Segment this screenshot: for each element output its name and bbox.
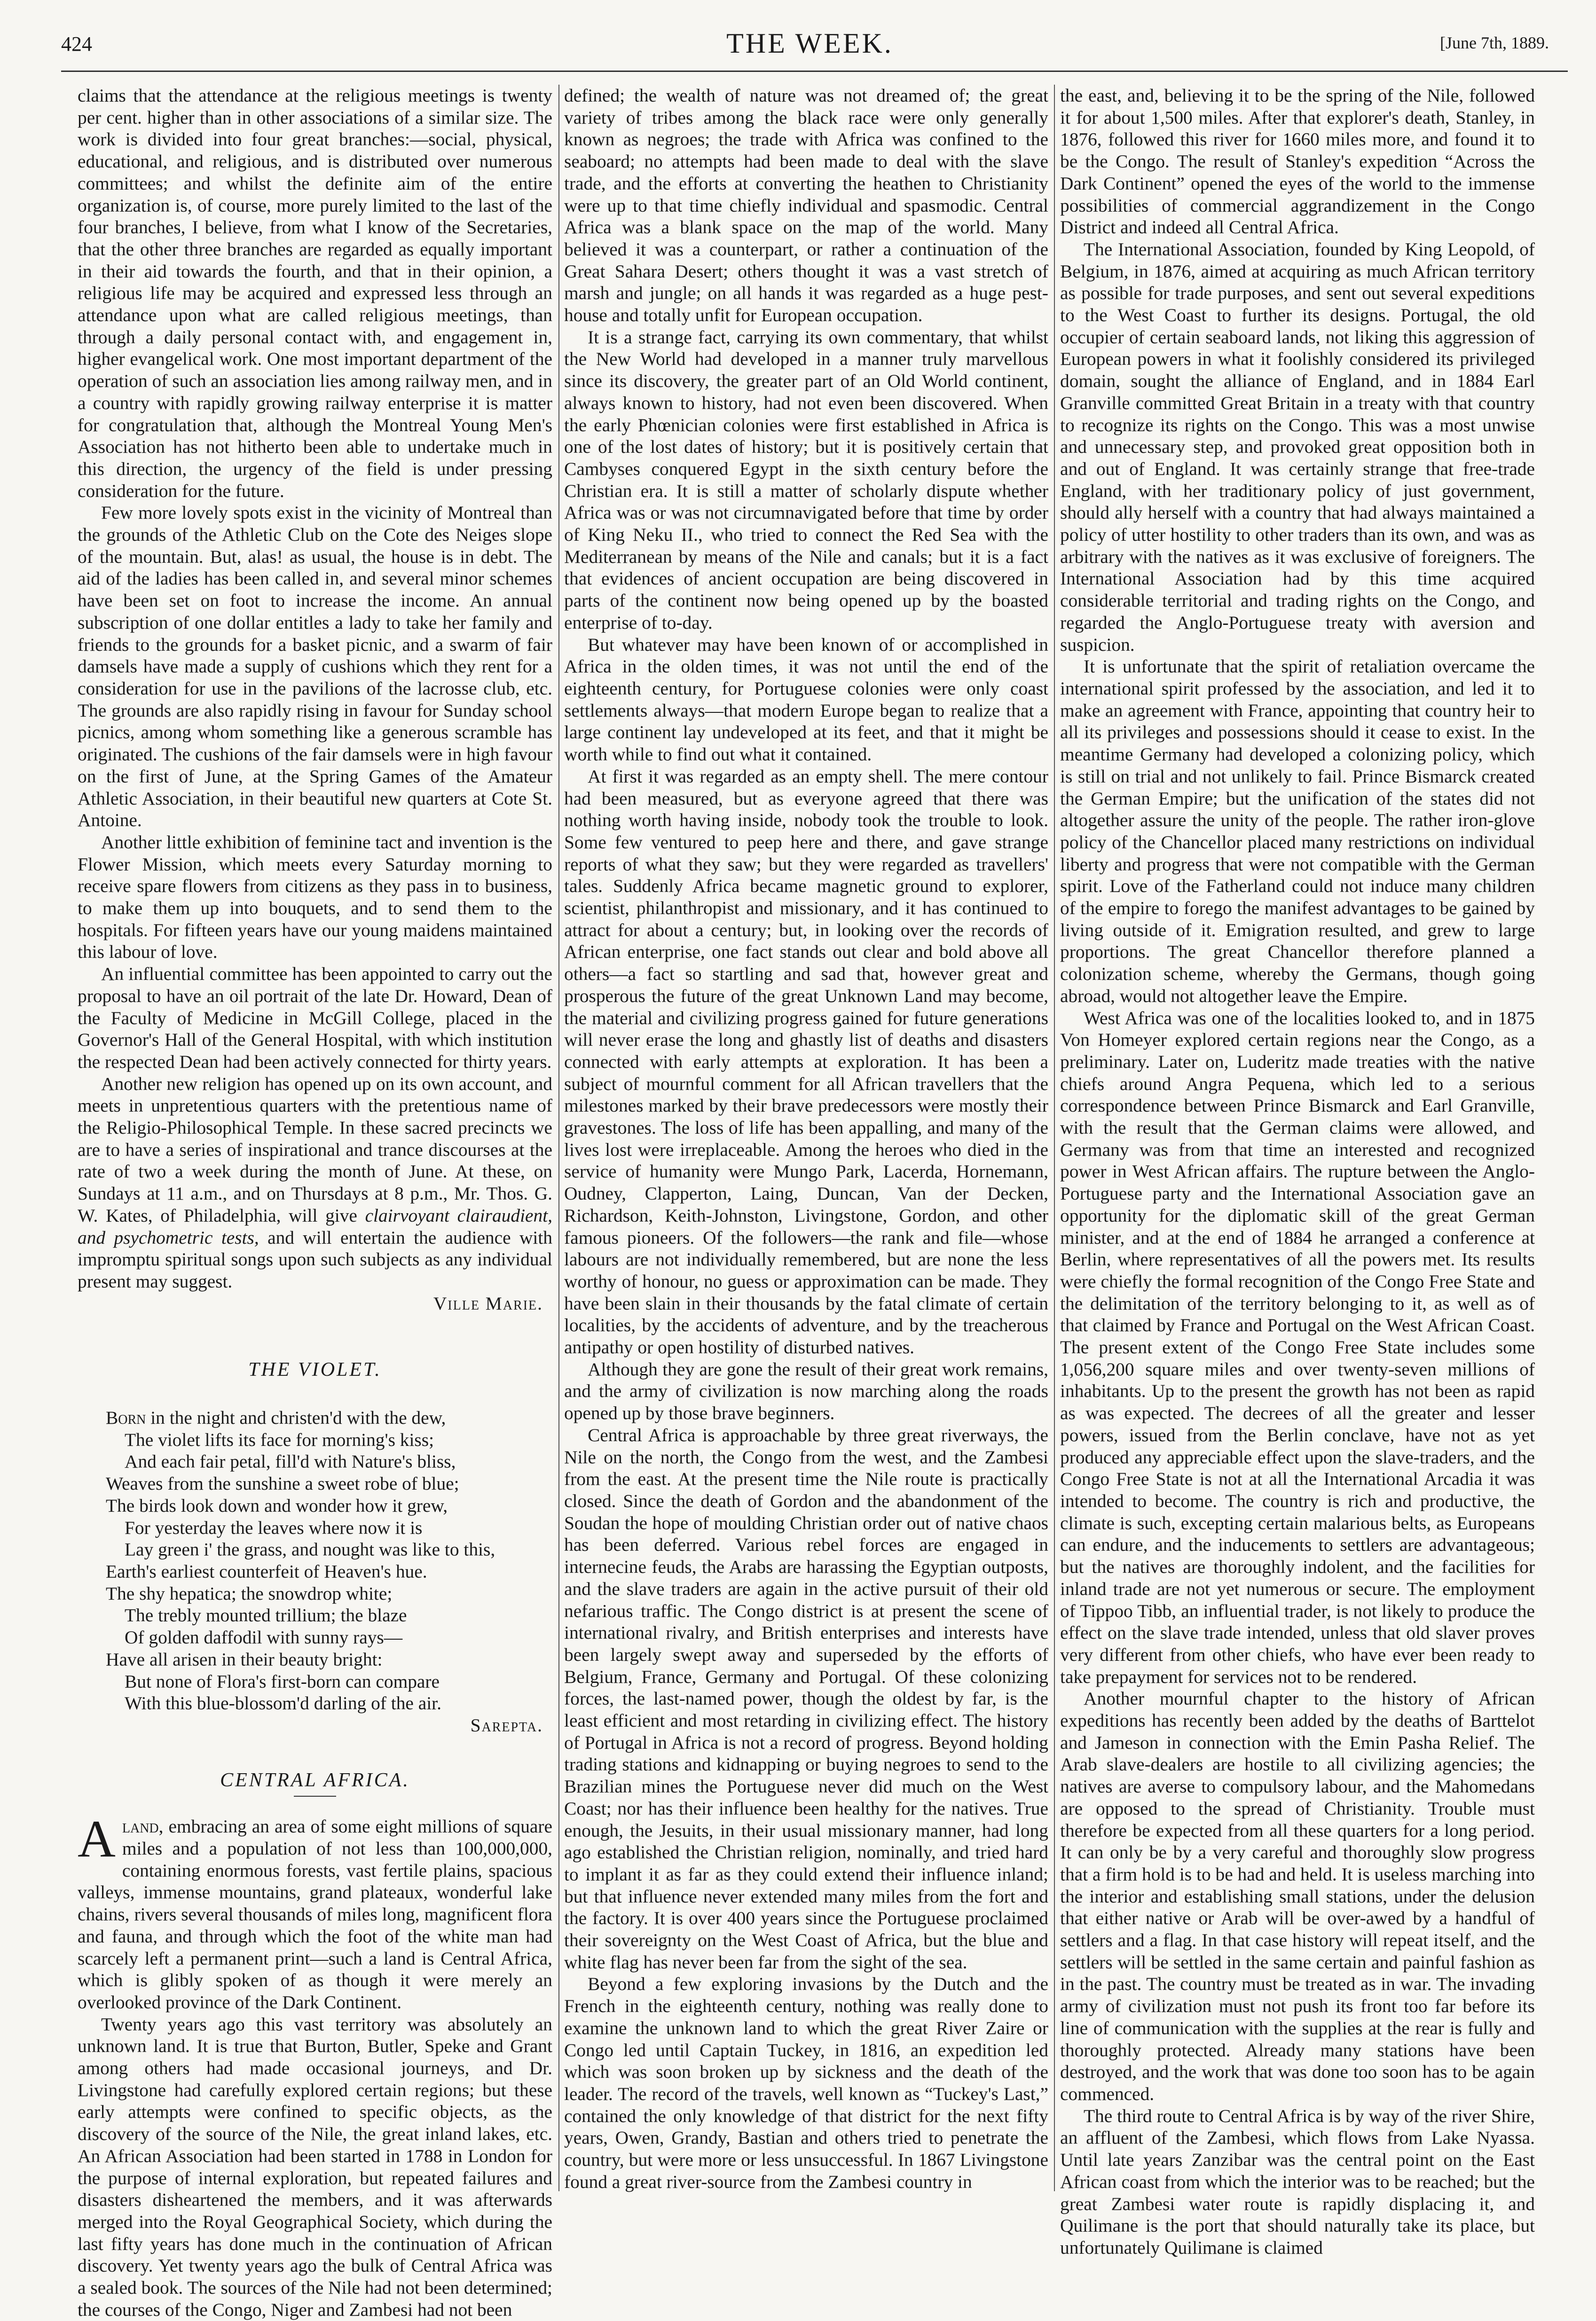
article-title: CENTRAL AFRICA.	[220, 1769, 410, 1791]
italic-text: clairvoyant clairaudient, and psychometric tests,	[78, 1205, 553, 1248]
paragraph-text: embracing an area of some eight millions of square miles and a population of not less than 100,000,000, containing enormous forests, vast fertile plains, spacious valleys, immense mountains, grand plateaux, wonderful lake chains, rivers several thousands of miles long, magnificent flora and fauna, and through which the foot of the white man had scarcely left a permanent print—such a land is Central Africa, which is glibly spoken of as though it were merely an overlooked province of the Dark Continent.	[78, 1816, 552, 2013]
page-header	[61, 19, 1558, 71]
poem-first-word: Born	[106, 1407, 146, 1429]
poem-line: With this blue-blossom'd darling of the air.	[125, 1693, 441, 1714]
poem-line: Have all arisen in their beauty bright:	[106, 1649, 383, 1670]
paragraph: At first it was regarded as an empty shell. The mere contour had been measured, but as everyone agreed that there was nothing worth having inside, nobody took the trouble to look. Some few ventured to peep here and there, and gave strange reports of what they saw; but they were regarded as travellers' tales. Suddenly Africa became magnetic ground to explorer, scientist, philanthropist and missionary, and it has continued to attract for about a century; but, in looking over the records of African enterprise, one fact stands out clear and bold above all others—a fact so startling and sad that, however great and prosperous the future of the great Unknown Land may become, the material and civilizing progress gained for future generations will never erase the long and ghastly list of deaths and disasters connected with early attempts at exploration. It has been a subject of mournful comment for all African travellers that the milestones marked by their brave predecessors were mostly their gravestones. The loss of life has been appalling, and many of the lives lost were irreplaceable. Among the heroes who died in the service of humanity were Mungo Park, Lacerda, Hornemann, Oudney, Clapperton, Laing, Duncan, Van der Decken, Richardson, Keith-Johnston, Livingstone, Gordon, and other famous pioneers. Of the followers—the rank and file—whose labours are not individually remembered, but are none the less worthy of honour, no guess or approximation can be made. They have been slain in their thousands by the fatal climate of certain localities, by the accidents of adventure, and by the treacherous antipathy or open hostility of disturbed natives.	[564, 766, 1048, 1358]
signature: Sarepta.	[470, 1714, 543, 1736]
paragraph: An influential committee has been appointed to carry out the proposal to have an oil portrait of the late Dr. Howard, Dean of the Faculty of Medicine in McGill College, placed in the Governor's Hall of the General Hospital, with which institution the respected Dean had been actively connected for thirty years.	[78, 963, 552, 1072]
paragraph-text: and will entertain the audience with impromptu spiritual songs upon such subjects as any individual present may suggest.	[78, 1227, 552, 1292]
poem-line: And each fair petal, fill'd with Nature's bliss,	[125, 1451, 456, 1472]
column-divider	[558, 85, 559, 2191]
poem	[106, 1407, 552, 1714]
paragraph: Few more lovely spots exist in the vicinity of Montreal than the grounds of the Athletic Club on the Cote des Neiges slope of the mountain. But, alas! as usual, the house is in debt. The aid of the ladies has been called in, and several minor schemes have been set on foot to increase the income. An annual subscription of one dollar entitles a lady to take her family and friends to the grounds for a basket picnic, and a swarm of fair damsels have made a supply of cushions which they rent for a consideration for use in the pavilions of the lacrosse club, etc. The grounds are also rapidly rising in favour for Sunday school picnics, among whom something like a generous scramble has originated. The cushions of the fair damsels were in high favour on the first of June, at the Spring Games of the Amateur Athletic Association, in their beautiful new quarters at Cote St. Antoine.	[78, 502, 552, 831]
poem-line: Of golden daffodil with sunny rays—	[125, 1627, 403, 1648]
poem-line: The violet lifts its face for morning's kiss;	[125, 1429, 434, 1450]
paragraph	[78, 1810, 552, 2013]
paragraph: Another little exhibition of feminine tact and invention is the Flower Mission, which meets every Saturday morning to receive spare flowers from citizens as they pass in to business, to make them up into bouquets, and to send them to the hospitals. For fifteen years have our young maidens maintained this labour of love.	[78, 831, 552, 963]
poem-line: Lay green i' the grass, and nought was like to this,	[125, 1539, 495, 1560]
paragraph: The third route to Central Africa is by way of the river Shire, an affluent of the Zambesi, which flows from Lake Nyassa. Until late years Zanzibar was the central point on the East African coast from which the interior was to be reached; but the great Zambesi water route is rapidly displacing it, and Quilimane is the port that should naturally take its place, but unfortunately Quilimane is claimed	[1060, 2105, 1535, 2258]
poem-line: Earth's earliest counterfeit of Heaven's hue.	[106, 1561, 427, 1582]
paragraph: claims that the attendance at the religious meetings is twenty per cent. higher than in other associations of a similar size. The work is divided into four great branches:—social, physical, educational, and religious, and is distributed over numerous committees; and whilst the definite aim of the entire organization is, of course, more purely limited to the last of the four branches, I believe, from what I know of the Secretaries, that the other three branches are regarded as equally important in their aid towards the fourth, and that in their opinion, a religious life may be acquired and expressed less through an attendance upon what are called religious meetings, than through a daily personal contact with, and engagement in, higher evangelical work. One most important department of the operation of such an association lies among railway men, and in a country with rapidly growing railway enterprise it is matter for congratulation that, although the Montreal Young Men's Association has not hitherto been able to undertake much in this direction, the urgency of the field is under pressing consideration for the future.	[78, 85, 552, 501]
page-number: 424	[61, 32, 92, 55]
drop-cap: A	[78, 1810, 116, 1869]
poem-line: For yesterday the leaves where now it is	[125, 1517, 423, 1538]
signature: Ville Marie.	[433, 1293, 543, 1314]
paragraph: Central Africa is approachable by three great riverways, the Nile on the north, the Congo from the west, and the Zambesi from the east. At the present time the Nile route is practically closed. Since the death of Gordon and the abandonment of the Soudan the hope of moulding Christian order out of native chaos has been deferred. Various rebel forces are engaged in internecine feuds, the Arabs are harassing the Egyptian outposts, and the slave traders are again in the active pursuit of their old nefarious traffic. The Congo district is at present the scene of international rivalry, and British enterprises and interests have been largely swept away and superseded by the efforts of Belgium, France, Germany and Portugal. Of these colonizing forces, the last-named power, though the oldest by far, is the least efficient and most retarding in civilizing effect. The history of Portugal in Africa is not a record of progress. Beyond holding trading stations and kidnapping or buying negroes to send to the Brazilian mines the Portuguese never did much on the West Coast; nor has their influence been healthy for the natives. True enough, the Jesuits, in their usual missionary manner, had long ago established the Christian religion, nominally, and tried hard to implant it as far as they could extend their influence inland; but that influence never extended many miles from the fort and the factory. It is over 400 years since the Portuguese proclaimed their sovereignty on the West Coast of Africa, but the blue and white flag has never been far from the sight of the sea.	[564, 1424, 1048, 1973]
first-word: land,	[122, 1816, 164, 1837]
title-rule	[294, 1796, 336, 1797]
paragraph	[78, 1073, 552, 1293]
paragraph: Although they are gone the result of their great work remains, and the army of civilization is now marching along the roads opened up by those brave beginners.	[564, 1358, 1048, 1424]
paragraph: defined; the wealth of nature was not dreamed of; the great variety of tribes among the black race were only generally known as negroes; the trade with Africa was confined to the seaboard; no attempts had been made to deal with the slave trade, and the efforts at converting the heathen to Christianity were up to that time chiefly individual and spasmodic. Central Africa was a blank space on the map of the world. Many believed it was a counterpart, or rather a continuation of the Great Sahara Desert; others thought it was a vast stretch of marsh and jungle; on all hands it was regarded as a huge pest-house and totally unfit for European occupation.	[564, 85, 1048, 326]
paragraph-text: Another new religion has opened up on its own account, and meets in unpretentious quarters with the pretentious name of the Religio-Philosophical Temple. In these sacred precincts we are to have a series of inspirational and trance discourses at the rate of two a week during the month of June. At these, on Sundays at 11 a.m., and on Thursdays at 8 p.m., Mr. Thos. G. W. Kates, of Philadelphia, will give	[78, 1073, 552, 1226]
poem-line: The shy hepatica; the snowdrop white;	[106, 1583, 393, 1604]
page-date: [June 7th, 1889.	[1440, 33, 1549, 52]
poem-line: The trebly mounted trillium; the blaze	[125, 1605, 407, 1626]
paragraph: It is a strange fact, carrying its own commentary, that whilst the New World had developed in a manner truly marvellous since its discovery, the greater part of an Old World continent, always known to history, had not even been discovered. When the early Phœnician colonies were first established in Africa is one of the lost dates of history; but it is positively certain that Cambyses conquered Egypt in the sixth century before the Christian era. It is still a matter of scholarly dispute whether Africa was or was not circumnavigated before that time by order of King Neku II., who tried to connect the Red Sea with the Mediterranean by means of the Nile and canals; but it is a fact that evidences of ancient occupation are being discovered in parts of the continent now being opened up by the boasted enterprise of to-day.	[564, 326, 1048, 633]
paragraph: Another mournful chapter to the history of African expeditions has recently been added by the deaths of Barttelot and Jameson in connection with the Emin Pasha Relief. The Arab slave-dealers are hostile to all civilizing agencies; the natives are averse to compulsory labour, and the Mahomedans are opposed to the spread of Christianity. Trouble must therefore be expected from all these quarters for a long period. It can only be by a very careful and thoroughly slow progress that a firm hold is to be had and held. It is useless marching into the interior and establishing small stations, under the delusion that either native or Arab will be over-awed by a handful of settlers and a flag. In that case history will repeat itself, and the settlers will be settled in the same certain and painful fashion as in the past. The country must be treated as in war. The invading army of civilization must not push its front too far before its line of communication with the supplies at the rear is fully and thoroughly protected. Already many stations have been destroyed, and the work that was done too soon has to be again commenced.	[1060, 1688, 1535, 2104]
header-rule	[61, 71, 1568, 72]
poem-line	[106, 1407, 552, 1429]
column-3	[1060, 85, 1535, 2258]
poem-title: THE VIOLET.	[248, 1359, 382, 1381]
paragraph: the east, and, believing it to be the spring of the Nile, followed it for about 1,500 miles. After that explorer's death, Stanley, in 1876, followed this river for 1660 miles more, and found it to be the Congo. The result of Stanley's expedition “Across the Dark Continent” opened the eyes of the world to the immense possibilities of commercial aggrandizement in the Congo District and indeed all Central Africa.	[1060, 85, 1535, 238]
poem-line-text: in the night and christen'd with the dew,	[146, 1407, 446, 1429]
poem-line: But none of Flora's first-born can compare	[125, 1671, 440, 1692]
paragraph: The International Association, founded by King Leopold, of Belgium, in 1876, aimed at acquiring as much African territory as possible for trade purposes, and sent out several expeditions to the West Coast to further its designs. Portugal, the old occupier of certain seaboard lands, not liking this aggression of European powers in what it foolishly considered its privileged domain, sought the alliance of England, and in 1884 Earl Granville committed Great Britain in a treaty with that country to recognize its rights on the Congo. This was a most unwise and unnecessary step, and provoked great opposition both in and out of England. It was certainly strange that free-trade England, with her traditionary policy of just government, should ally herself with a country that had always maintained a policy of utter hostility to other traders than its own, and was as arbitrary with the natives as it was exclusive of foreigners. The International Association had by this time acquired considerable territorial and trading rights on the Congo, and regarded the Anglo-Portuguese treaty with aversion and suspicion.	[1060, 238, 1535, 655]
poem-line: Weaves from the sunshine a sweet robe of blue;	[106, 1473, 459, 1494]
paragraph: Beyond a few exploring invasions by the Dutch and the French in the eighteenth century, nothing was really done to examine the unknown land to which the great River Zaire or Congo led until Captain Tuckey, in 1816, an expedition led which was soon broken up by sickness and the death of the leader. The record of the travels, well known as “Tuckey's Last,” contained the only knowledge of that district for the next fifty years, Owen, Grandy, Bastian and others tried to penetrate the country, but were more or less unsuccessful. In 1867 Livingstone found a great river-source from the Zambesi country in	[564, 1974, 1048, 2192]
paragraph: Twenty years ago this vast territory was absolutely an unknown land. It is true that Burton, Butler, Speke and Grant among others had made occasional journeys, and Dr. Livingstone had carefully explored certain regions; but these early attempts were confined to specific objects, as the discovery of the source of the Nile, the great inland lakes, etc. An African Association had been started in 1788 in London for the purpose of internal exploration, but repeated failures and disasters disheartened the members, and it was afterwards merged into the Royal Geographical Society, which during the last fifty years has done much in the continuation of African discovery. Yet twenty years ago the bulk of Central Africa was a sealed book. The sources of the Nile had not been determined; the courses of the Congo, Niger and Zambesi had not been	[78, 2013, 552, 2320]
column-2	[564, 85, 1048, 2201]
poem-line: The birds look down and wonder how it grew,	[106, 1495, 448, 1516]
paragraph: But whatever may have been known of or accomplished in Africa in the olden times, it was not until the end of the eighteenth century, for Portuguese colonies were only coast settlements always—that modern Europe began to realize that a large continent lay undeveloped at its feet, and that it might be worth while to find out what it contained.	[564, 634, 1048, 765]
paragraph: It is unfortunate that the spirit of retaliation overcame the international spirit professed by the association, and led it to make an agreement with France, appointing that country heir to all its privileges and possessions should it cease to exist. In the meantime Germany had developed a colonizing policy, which is still on trial and not unlikely to fail. Prince Bismarck created the German Empire; but the unification of the states did not altogether assure the unity of the people. The rather iron-glove policy of the Chancellor placed many restrictions on individual liberty and progress that were not compatible with the German spirit. Love of the Fatherland could not induce many children of the empire to forego the manifest advantages to be gained by living outside of it. Emigration resulted, and grew to large proportions. The great Chancellor therefore planned a colonization scheme, whereby the Germans, though going abroad, would not altogether leave the Empire.	[1060, 656, 1535, 1006]
paragraph: West Africa was one of the localities looked to, and in 1875 Von Homeyer explored certain regions near the Congo, as a preliminary. Later on, Luderitz made treaties with the native chiefs around Angra Pequena, which led to a serious correspondence between Prince Bismarck and Earl Granville, with the result that the German claims were allowed, and Germany was from that time an interested and recognized power in West African affairs. The rupture between the Anglo-Portuguese party and the International Association gave an opportunity for the diplomatic skill of the great German minister, and at the end of 1884 he arranged a conference at Berlin, where representatives of all the powers met. Its results were chiefly the formal recognition of the Congo Free State and the delimitation of the territory belonging to it, as well as of that claimed by France and Portugal on the West African Coast. The present extent of the Congo Free State includes some 1,056,200 square miles and over twenty-seven millions of inhabitants. Up to the present the growth has not been as rapid as was expected. The decrees of all the greater and lesser powers, issued from the Berlin conclave, have not as yet produced any appreciable effect upon the slave-traders, and the Congo Free State is not at all the International Arcadia it was intended to become. The country is rich and productive, the climate is such, excepting certain malarious belts, as Europeans can endure, and the inducements to settlers are advantageous; but the natives are thoroughly indolent, and the facilities for inland trade are not yet numerous or secure. The employment of Tippoo Tibb, an influential trader, is not likely to produce the effect on the slave trade intended, unless that old slaver proves very different from other chiefs, who have ever been ready to take prepayment for services not to be rendered.	[1060, 1007, 1535, 1687]
column-divider	[1054, 85, 1055, 2191]
column-1	[78, 85, 553, 2320]
page-title: THE WEEK.	[726, 28, 893, 59]
